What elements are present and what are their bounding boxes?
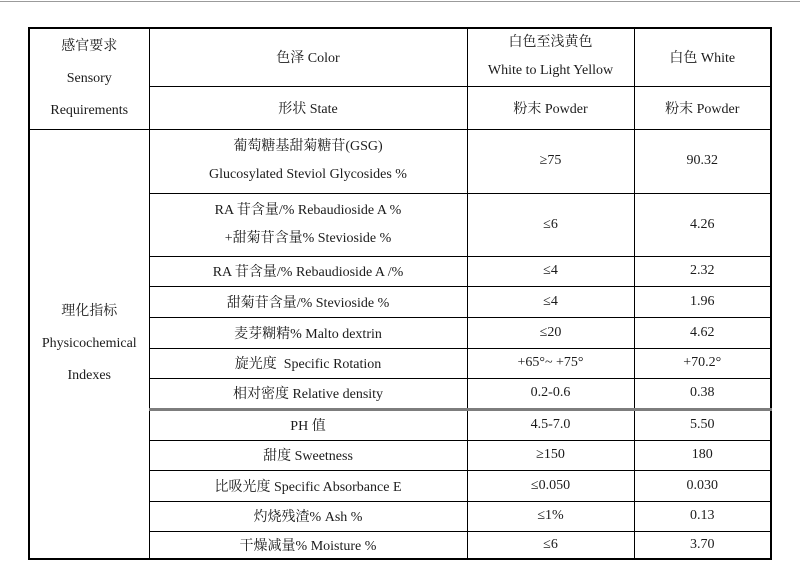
result-text: 3.70 bbox=[690, 536, 715, 552]
cell-spec-relative-density bbox=[467, 378, 634, 409]
cell-item-relative-density bbox=[149, 378, 467, 409]
group-label-line: 感官要求 bbox=[61, 38, 118, 54]
cell-spec-specific-absorbance bbox=[467, 470, 634, 501]
spec-text-line: ≤4 bbox=[543, 293, 558, 309]
cell-item-color bbox=[149, 28, 467, 86]
spec-text-line: ≤6 bbox=[543, 536, 558, 552]
table-row bbox=[29, 28, 771, 86]
cell-item-specific-rotation bbox=[149, 348, 467, 378]
cell-spec-gsg bbox=[467, 129, 634, 193]
cell-result-sweetness bbox=[634, 440, 771, 470]
cell-result-ra-plus-stevioside bbox=[634, 193, 771, 256]
cell-spec-rebaudioside-a bbox=[467, 256, 634, 286]
result-text: 0.38 bbox=[690, 385, 715, 400]
result-text: 白色 White bbox=[669, 51, 736, 67]
item-text-line: +甜菊苷含量% Stevioside % bbox=[224, 230, 392, 246]
spec-table bbox=[28, 27, 772, 560]
item-text: 甜度 Sweetness bbox=[263, 449, 353, 464]
cell-item-stevioside bbox=[149, 286, 467, 317]
result-text: 5.50 bbox=[690, 417, 715, 432]
item-text: 旋光度 Specific Rotation bbox=[234, 357, 382, 372]
result-text: 4.26 bbox=[690, 216, 715, 232]
result-text: 2.32 bbox=[690, 263, 715, 278]
group-label-line: 理化指标 bbox=[61, 303, 118, 319]
item-text: 色泽 Color bbox=[276, 51, 340, 67]
spec-text-line: ≤20 bbox=[539, 324, 562, 340]
group-label-line: Sensory bbox=[66, 70, 112, 86]
cell-item-ra-plus-stevioside bbox=[149, 193, 467, 256]
cell-spec-specific-rotation bbox=[467, 348, 634, 378]
cell-item-ash bbox=[149, 501, 467, 531]
cell-result-color bbox=[634, 28, 771, 86]
cell-item-gsg bbox=[149, 129, 467, 193]
item-text: PH 值 bbox=[290, 419, 326, 434]
page-top-hairline bbox=[0, 1, 800, 2]
cell-result-relative-density bbox=[634, 378, 771, 409]
cell-spec-stevioside bbox=[467, 286, 634, 317]
cell-result-moisture bbox=[634, 531, 771, 559]
item-text: 干燥减量% Moisture % bbox=[239, 538, 377, 554]
result-text: 粉末 Powder bbox=[665, 101, 740, 117]
cell-result-ash bbox=[634, 501, 771, 531]
group-label-line: Physicochemical bbox=[41, 335, 137, 351]
spec-text-line: 白色至浅黄色 bbox=[508, 35, 593, 51]
cell-spec-maltodextrin bbox=[467, 317, 634, 348]
spec-text-line: White to Light Yellow bbox=[487, 63, 614, 79]
table-row bbox=[29, 129, 771, 193]
cell-spec-ra-plus-stevioside bbox=[467, 193, 634, 256]
cell-result-gsg bbox=[634, 129, 771, 193]
cell-group-physicochemical-indexes bbox=[29, 129, 149, 559]
cell-item-ph bbox=[149, 409, 467, 440]
item-text: 麦芽糊精% Malto dextrin bbox=[234, 326, 382, 342]
cell-item-specific-absorbance bbox=[149, 470, 467, 501]
cell-result-rebaudioside-a bbox=[634, 256, 771, 286]
cell-spec-sweetness bbox=[467, 440, 634, 470]
spec-text-line: ≤0.050 bbox=[530, 477, 571, 493]
cell-result-state bbox=[634, 86, 771, 129]
item-text: 比吸光度 Specific Absorbance E bbox=[214, 479, 402, 495]
cell-spec-moisture bbox=[467, 531, 634, 559]
result-text: +70.2° bbox=[683, 355, 722, 370]
group-label-line: Indexes bbox=[67, 367, 112, 383]
cell-result-ph bbox=[634, 409, 771, 440]
item-text-line: Glucosylated Steviol Glycosides % bbox=[209, 167, 407, 182]
result-text: 0.030 bbox=[686, 477, 718, 493]
cell-item-sweetness bbox=[149, 440, 467, 470]
cell-result-stevioside bbox=[634, 286, 771, 317]
result-text: 4.62 bbox=[690, 324, 715, 340]
item-text-line: 葡萄糖基甜菊糖苷(GSG) bbox=[233, 139, 383, 154]
spec-text-line: ≥75 bbox=[539, 153, 562, 168]
spec-text-line: +65°~ +75° bbox=[517, 355, 584, 370]
item-text: 相对密度 Relative density bbox=[232, 387, 384, 402]
cell-item-state bbox=[149, 86, 467, 129]
item-text: RA 苷含量/% Rebaudioside A /% bbox=[212, 265, 404, 280]
result-text: 90.32 bbox=[686, 153, 718, 168]
cell-spec-state bbox=[467, 86, 634, 129]
item-text: 甜菊苷含量/% Stevioside % bbox=[226, 295, 390, 311]
spec-text-line: ≥150 bbox=[536, 447, 565, 462]
item-text-line: RA 苷含量/% Rebaudioside A % bbox=[214, 202, 402, 218]
result-text: 0.13 bbox=[690, 508, 715, 523]
cell-item-maltodextrin bbox=[149, 317, 467, 348]
spec-text-line: ≤6 bbox=[543, 216, 558, 232]
cell-result-maltodextrin bbox=[634, 317, 771, 348]
result-text: 180 bbox=[691, 447, 713, 462]
cell-group-sensory-requirements bbox=[29, 28, 149, 129]
spec-text-line: 粉末 Powder bbox=[513, 101, 588, 117]
cell-item-moisture bbox=[149, 531, 467, 559]
item-text: 形状 State bbox=[278, 101, 338, 117]
spec-text-line: ≤1% bbox=[537, 508, 564, 523]
spec-text-line: 4.5-7.0 bbox=[530, 417, 571, 432]
cell-spec-ash bbox=[467, 501, 634, 531]
group-label-line: Requirements bbox=[50, 102, 129, 118]
spec-text-line: ≤4 bbox=[543, 263, 558, 278]
cell-result-specific-absorbance bbox=[634, 470, 771, 501]
cell-spec-color bbox=[467, 28, 634, 86]
result-text: 1.96 bbox=[690, 293, 715, 309]
cell-result-specific-rotation bbox=[634, 348, 771, 378]
item-text: 灼烧残渣% Ash % bbox=[253, 510, 363, 525]
cell-item-rebaudioside-a bbox=[149, 256, 467, 286]
spec-text-line: 0.2-0.6 bbox=[530, 385, 571, 400]
cell-spec-ph bbox=[467, 409, 634, 440]
